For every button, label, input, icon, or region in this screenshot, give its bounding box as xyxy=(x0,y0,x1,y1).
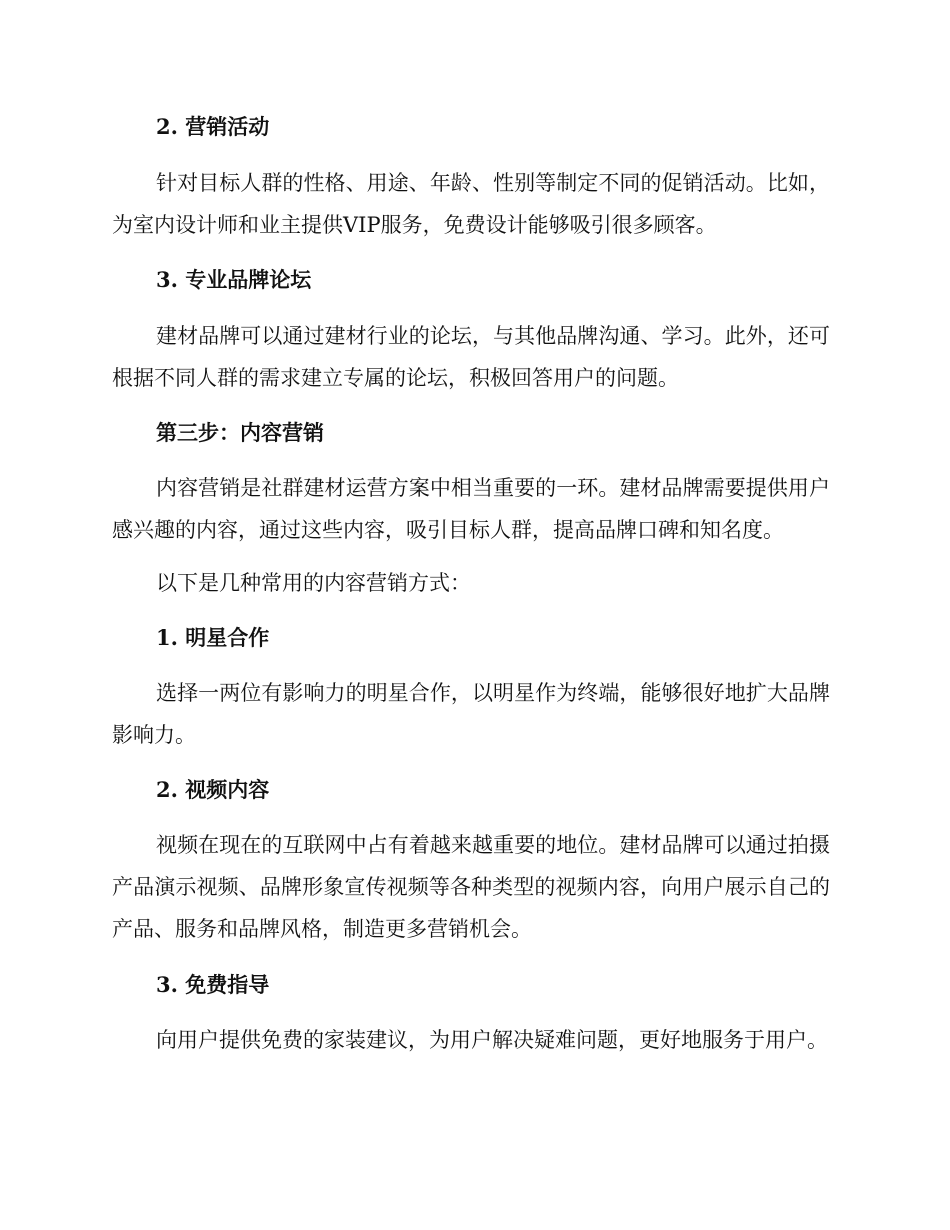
paragraph-marketing-activities: 针对目标人群的性格、用途、年龄、性别等制定不同的促销活动。比如，为室内设计师和业主提供VIP服务，免费设计能够吸引很多顾客。 xyxy=(112,171,830,237)
paragraph-methods-intro: 以下是几种常用的内容营销方式： xyxy=(156,571,471,595)
section-heading-brand-forum: 3. 专业品牌论坛 xyxy=(156,267,312,292)
paragraph-content-marketing: 内容营销是社群建材运营方案中相当重要的一环。建材品牌需要提供用户感兴趣的内容，通过这些内容，吸引目标人群，提高品牌口碑和知名度。 xyxy=(112,476,830,542)
paragraph-free-guidance: 向用户提供免费的家装建议，为用户解决疑难问题，更好地服务于用户。 xyxy=(156,1028,828,1052)
section-heading-video: 2. 视频内容 xyxy=(156,777,270,802)
section-heading-marketing-activities: 2. 营销活动 xyxy=(156,114,270,139)
paragraph-brand-forum: 建材品牌可以通过建材行业的论坛，与其他品牌沟通、学习。此外，还可根据不同人群的需求建立专属的论坛，积极回答用户的问题。 xyxy=(112,324,830,390)
paragraph-celebrity: 选择一两位有影响力的明星合作，以明星作为终端，能够很好地扩大品牌影响力。 xyxy=(112,681,830,747)
section-heading-free-guidance: 3. 免费指导 xyxy=(156,972,270,997)
paragraph-video: 视频在现在的互联网中占有着越来越重要的地位。建材品牌可以通过拍摄产品演示视频、品牌形象宣传视频等各种类型的视频内容，向用户展示自己的产品、服务和品牌风格，制造更多营销机会。 xyxy=(112,833,830,941)
step-heading-content-marketing: 第三步：内容营销 xyxy=(156,420,324,445)
section-heading-celebrity: 1. 明星合作 xyxy=(156,625,270,650)
